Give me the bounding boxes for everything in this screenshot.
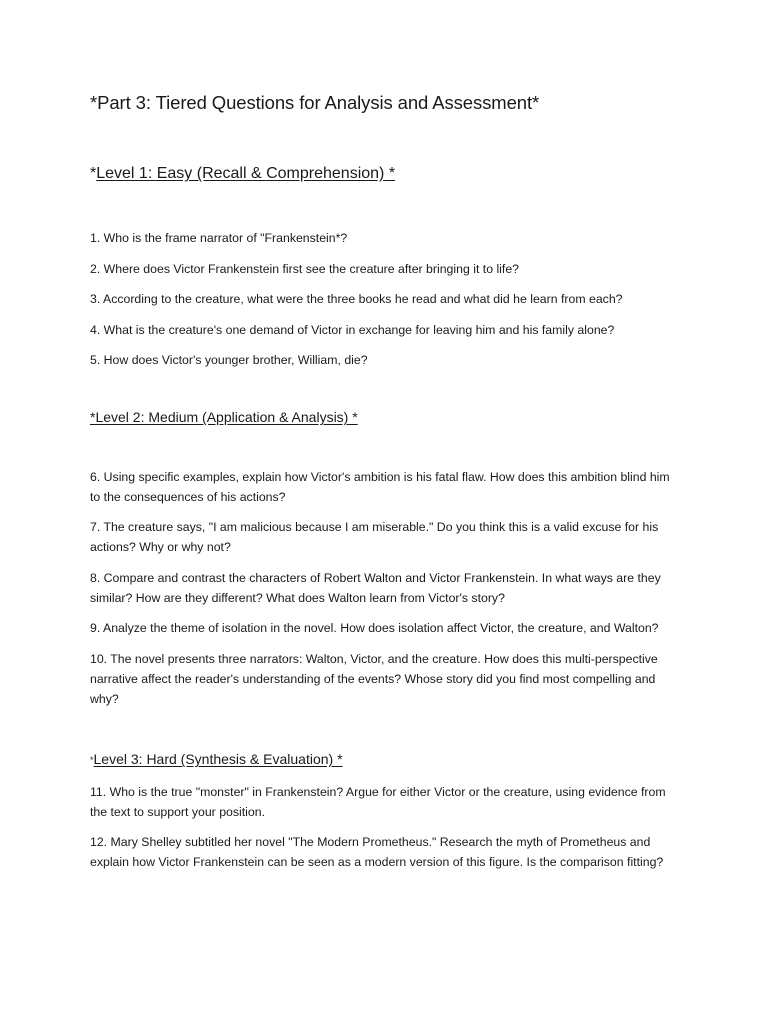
question-2: 2. Where does Victor Frankenstein first see the creature after bringing it to life?: [90, 262, 520, 276]
question-10: 10. The novel presents three narrators: Walton, Victor, and the creature. How does this multi-perspective narrative affect the reader's understanding of the events? Whose story did you find most compelling and why?: [90, 652, 658, 706]
level-3-heading: [90, 751, 343, 767]
question-3: 3. According to the creature, what were the three books he read and what did he learn from each?: [90, 292, 623, 306]
level-1-prefix: *: [90, 165, 97, 182]
question-12: 12. Mary Shelley subtitled her novel "The Modern Prometheus." Research the myth of Prometheus and explain how Victor Frankenstein can be seen as a modern version of this figure. Is the comparison fitting?: [90, 835, 664, 869]
question-7: 7. The creature says, "I am malicious because I am miserable." Do you think this is a valid excuse for his actions? Why or why not?: [90, 520, 659, 554]
level-3-prefix: *: [90, 755, 94, 765]
level-1-heading: [90, 165, 395, 183]
question-1: 1. Who is the frame narrator of "Frankenstein*?: [90, 231, 348, 245]
question-9: 9. Analyze the theme of isolation in the novel. How does isolation affect Victor, the creature, and Walton?: [90, 621, 659, 635]
question-5: 5. How does Victor's younger brother, William, die?: [90, 353, 368, 367]
page-title: *Part 3: Tiered Questions for Analysis and Assessment*: [90, 92, 540, 113]
level-2-heading: [90, 409, 358, 425]
question-11: 11. Who is the true "monster" in Frankenstein? Argue for either Victor or the creature, using evidence from the text to support your position.: [90, 785, 666, 819]
question-4: 4. What is the creature's one demand of Victor in exchange for leaving him and his family alone?: [90, 323, 615, 337]
level-3-heading-text: Level 3: Hard (Synthesis & Evaluation) *: [93, 751, 343, 767]
question-8: 8. Compare and contrast the characters of Robert Walton and Victor Frankenstein. In what ways are they similar? How are they different? What does Walton learn from Victor's story?: [90, 571, 661, 605]
level-1-heading-text: Level 1: Easy (Recall & Comprehension) *: [96, 165, 396, 182]
question-6: 6. Using specific examples, explain how Victor's ambition is his fatal flaw. How does this ambition blind him to the consequences of his actions?: [90, 470, 670, 504]
level-2-heading-text: *Level 2: Medium (Application & Analysis) *: [90, 409, 358, 425]
